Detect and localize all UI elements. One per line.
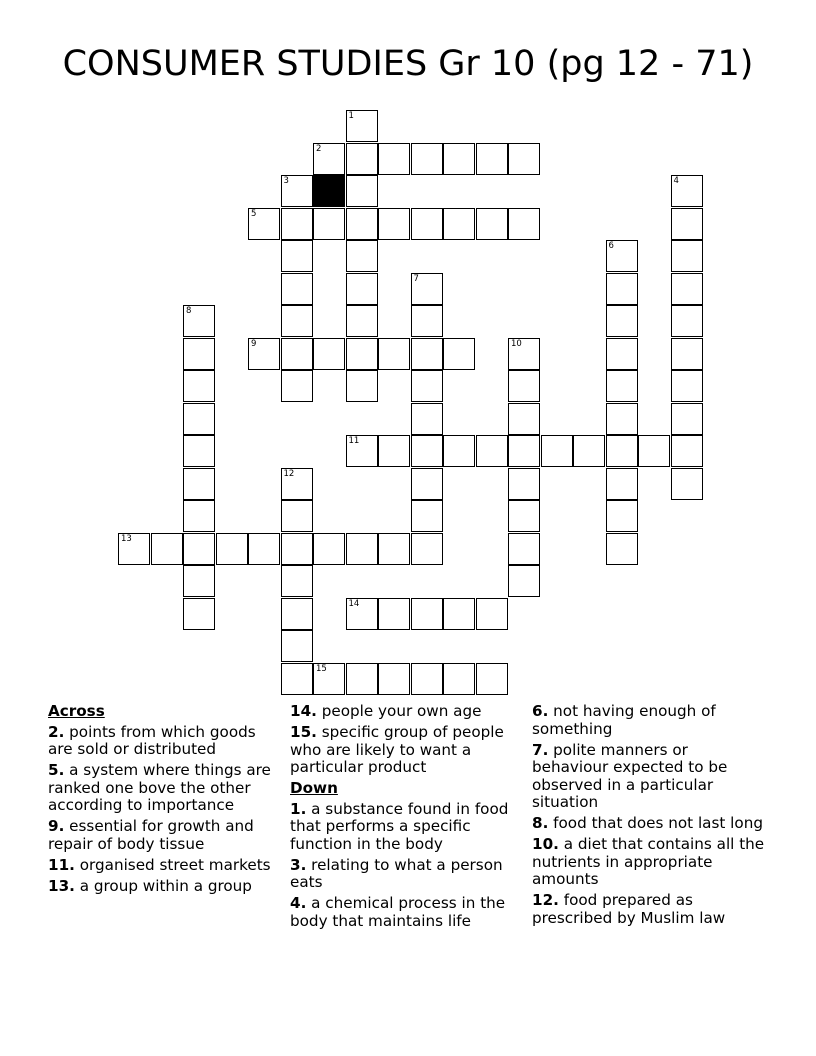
grid-cell[interactable] bbox=[476, 598, 508, 630]
clue-text: people your own age bbox=[321, 702, 482, 720]
clue-number-label: 14. bbox=[290, 702, 317, 720]
grid-cell[interactable] bbox=[281, 175, 313, 207]
grid-cell[interactable] bbox=[411, 338, 443, 370]
grid-cell[interactable] bbox=[606, 273, 638, 305]
clue-text: relating to what a person eats bbox=[290, 855, 503, 891]
clue-text: food that does not last long bbox=[553, 814, 763, 832]
grid-cell[interactable] bbox=[183, 435, 215, 467]
clue-text: a substance found in food that performs a specific function in the body bbox=[290, 799, 509, 853]
clue-number: 11 bbox=[348, 436, 360, 446]
grid-cell[interactable] bbox=[508, 143, 540, 175]
black-square bbox=[313, 175, 345, 207]
grid-cell[interactable] bbox=[411, 305, 443, 337]
grid-cell[interactable] bbox=[281, 468, 313, 500]
grid-cell[interactable] bbox=[606, 305, 638, 337]
grid-cell[interactable] bbox=[411, 598, 443, 630]
grid-cell[interactable] bbox=[508, 468, 540, 500]
clue-number: 9 bbox=[251, 338, 257, 349]
clue-text: food prepared as prescribed by Muslim law bbox=[532, 891, 726, 927]
grid-cell[interactable] bbox=[346, 240, 378, 272]
grid-cell[interactable] bbox=[346, 663, 378, 695]
clue-number-label: 8. bbox=[532, 814, 549, 832]
grid-cell[interactable] bbox=[248, 338, 280, 370]
grid-cell[interactable] bbox=[281, 208, 313, 240]
grid-cell[interactable] bbox=[378, 435, 410, 467]
grid-cell[interactable] bbox=[671, 175, 703, 207]
grid-cell[interactable] bbox=[443, 598, 475, 630]
clue-number-label: 12. bbox=[532, 891, 559, 909]
clue-number-label: 13. bbox=[48, 876, 75, 895]
clue-text: a chemical process in the body that maintains life bbox=[290, 894, 506, 930]
grid-cell[interactable] bbox=[183, 533, 215, 565]
grid-cell[interactable] bbox=[281, 273, 313, 305]
grid-cell[interactable] bbox=[671, 370, 703, 402]
clue-number: 5 bbox=[251, 208, 257, 219]
grid-cell[interactable] bbox=[183, 370, 215, 402]
grid-cell[interactable] bbox=[183, 403, 215, 435]
grid-cell[interactable] bbox=[346, 370, 378, 402]
grid-cell[interactable] bbox=[346, 143, 378, 175]
clue-number-label: 10. bbox=[532, 835, 559, 853]
clue-across bbox=[48, 818, 280, 853]
clue-down bbox=[532, 703, 768, 738]
grid-cell[interactable] bbox=[281, 598, 313, 630]
grid-cell[interactable] bbox=[606, 533, 638, 565]
grid-cell[interactable] bbox=[118, 533, 150, 565]
grid-cell[interactable] bbox=[313, 208, 345, 240]
grid-cell[interactable] bbox=[378, 533, 410, 565]
grid-cell[interactable] bbox=[476, 435, 508, 467]
grid-cell[interactable] bbox=[671, 338, 703, 370]
grid-cell[interactable] bbox=[541, 435, 573, 467]
grid-cell[interactable] bbox=[411, 435, 443, 467]
grid-cell[interactable] bbox=[443, 435, 475, 467]
clue-number-label: 1. bbox=[290, 799, 307, 818]
clue-down bbox=[290, 857, 526, 892]
grid-cell[interactable] bbox=[606, 435, 638, 467]
clue-number-label: 11. bbox=[48, 855, 75, 874]
grid-cell[interactable] bbox=[346, 533, 378, 565]
clue-text: a system where things are ranked one bove the other according to importance bbox=[48, 761, 271, 814]
grid-cell[interactable] bbox=[281, 533, 313, 565]
grid-cell[interactable] bbox=[183, 598, 215, 630]
clue-number-label: 9. bbox=[48, 817, 65, 835]
grid-cell[interactable] bbox=[183, 468, 215, 500]
clue-number: 8 bbox=[186, 306, 192, 316]
grid-cell[interactable] bbox=[281, 663, 313, 695]
grid-cell[interactable] bbox=[671, 305, 703, 337]
grid-cell[interactable] bbox=[378, 208, 410, 240]
clue-text: a diet that contains all the nutrients in appropriate amounts bbox=[532, 835, 765, 888]
clue-across bbox=[48, 878, 280, 896]
grid-cell[interactable] bbox=[508, 565, 540, 597]
clues-column-2 bbox=[290, 703, 526, 934]
grid-cell[interactable] bbox=[346, 175, 378, 207]
clue-number: 13 bbox=[121, 533, 132, 544]
clue-number: 12 bbox=[283, 468, 295, 479]
grid-cell[interactable] bbox=[508, 435, 540, 467]
grid-cell[interactable] bbox=[443, 338, 475, 370]
grid-cell[interactable] bbox=[346, 110, 378, 142]
grid-cell[interactable] bbox=[248, 208, 280, 240]
grid-cell[interactable] bbox=[281, 240, 313, 272]
page-title: CONSUMER STUDIES Gr 10 (pg 12 - 71) bbox=[62, 44, 754, 84]
grid-cell[interactable] bbox=[313, 338, 345, 370]
grid-cell[interactable] bbox=[411, 663, 443, 695]
grid-cell[interactable] bbox=[281, 500, 313, 532]
grid-cell[interactable] bbox=[508, 500, 540, 532]
grid-cell[interactable] bbox=[606, 468, 638, 500]
clue-number: 2 bbox=[316, 143, 322, 154]
grid-cell[interactable] bbox=[183, 305, 215, 337]
grid-cell[interactable] bbox=[346, 435, 378, 467]
grid-cell[interactable] bbox=[313, 143, 345, 175]
grid-cell[interactable] bbox=[346, 598, 378, 630]
clues-column-1 bbox=[48, 703, 280, 899]
grid-cell[interactable] bbox=[671, 240, 703, 272]
grid-cell[interactable] bbox=[313, 533, 345, 565]
clue-across bbox=[290, 703, 526, 721]
clue-number: 7 bbox=[413, 273, 419, 284]
clue-down bbox=[290, 895, 526, 930]
grid-cell[interactable] bbox=[508, 533, 540, 565]
across-heading: Across bbox=[48, 702, 105, 720]
grid-cell[interactable] bbox=[476, 208, 508, 240]
grid-cell[interactable] bbox=[671, 468, 703, 500]
grid-cell[interactable] bbox=[346, 305, 378, 337]
clue-text: specific group of people who are likely to want a particular product bbox=[290, 723, 504, 776]
grid-cell[interactable] bbox=[671, 273, 703, 305]
grid-cell[interactable] bbox=[671, 403, 703, 435]
grid-cell[interactable] bbox=[216, 533, 248, 565]
clue-number-label: 7. bbox=[532, 740, 549, 759]
clue-text: not having enough of something bbox=[532, 702, 716, 738]
grid-cell[interactable] bbox=[671, 208, 703, 240]
grid-cell[interactable] bbox=[183, 500, 215, 532]
clue-text: essential for growth and repair of body tissue bbox=[48, 817, 254, 853]
clue-text: polite manners or behaviour expected to be observed in a particular situation bbox=[532, 740, 728, 811]
grid-cell[interactable] bbox=[411, 533, 443, 565]
grid-cell[interactable] bbox=[508, 403, 540, 435]
clue-across bbox=[48, 762, 280, 815]
clues-column-3 bbox=[532, 703, 768, 931]
grid-cell[interactable] bbox=[281, 370, 313, 402]
grid-cell[interactable] bbox=[476, 663, 508, 695]
clue-number-label: 3. bbox=[290, 855, 307, 874]
grid-cell[interactable] bbox=[346, 208, 378, 240]
grid-cell[interactable] bbox=[183, 565, 215, 597]
clue-number: 15 bbox=[316, 663, 327, 674]
down-heading: Down bbox=[290, 779, 338, 797]
grid-cell[interactable] bbox=[411, 403, 443, 435]
grid-cell[interactable] bbox=[346, 338, 378, 370]
clue-text: a group within a group bbox=[79, 876, 252, 895]
clue-text: points from which goods are sold or distributed bbox=[48, 722, 256, 758]
clue-text: organised street markets bbox=[79, 855, 271, 874]
grid-cell[interactable] bbox=[378, 663, 410, 695]
grid-cell[interactable] bbox=[606, 240, 638, 272]
grid-cell[interactable] bbox=[281, 565, 313, 597]
clue-down bbox=[290, 801, 526, 854]
grid-cell[interactable] bbox=[476, 143, 508, 175]
grid-cell[interactable] bbox=[248, 533, 280, 565]
clue-down bbox=[532, 742, 768, 812]
grid-cell[interactable] bbox=[508, 370, 540, 402]
clue-number: 1 bbox=[348, 111, 354, 121]
clue-number: 14 bbox=[348, 598, 360, 609]
grid-cell[interactable] bbox=[606, 403, 638, 435]
grid-cell[interactable] bbox=[183, 338, 215, 370]
grid-cell[interactable] bbox=[313, 663, 345, 695]
grid-cell[interactable] bbox=[606, 500, 638, 532]
grid-cell[interactable] bbox=[281, 305, 313, 337]
clue-number-label: 2. bbox=[48, 722, 65, 741]
grid-cell[interactable] bbox=[411, 500, 443, 532]
grid-cell[interactable] bbox=[378, 338, 410, 370]
grid-cell[interactable] bbox=[638, 435, 670, 467]
clue-across bbox=[48, 724, 280, 759]
grid-cell[interactable] bbox=[508, 208, 540, 240]
grid-cell[interactable] bbox=[151, 533, 183, 565]
grid-cell[interactable] bbox=[411, 208, 443, 240]
clue-number-label: 15. bbox=[290, 723, 317, 741]
grid-cell[interactable] bbox=[411, 273, 443, 305]
clue-down bbox=[532, 892, 768, 927]
clue-down bbox=[532, 836, 768, 889]
grid-cell[interactable] bbox=[573, 435, 605, 467]
clue-number: 3 bbox=[283, 176, 289, 186]
grid-cell[interactable] bbox=[508, 338, 540, 370]
clue-number-label: 5. bbox=[48, 761, 65, 779]
grid-cell[interactable] bbox=[411, 468, 443, 500]
grid-cell[interactable] bbox=[671, 435, 703, 467]
grid-cell[interactable] bbox=[606, 338, 638, 370]
grid-cell[interactable] bbox=[443, 208, 475, 240]
grid-cell[interactable] bbox=[378, 143, 410, 175]
grid-cell[interactable] bbox=[378, 598, 410, 630]
clue-number: 6 bbox=[608, 241, 614, 251]
clue-number: 10 bbox=[511, 338, 522, 349]
clue-across bbox=[290, 724, 526, 777]
grid-cell[interactable] bbox=[281, 630, 313, 662]
grid-cell[interactable] bbox=[281, 338, 313, 370]
clue-number-label: 6. bbox=[532, 702, 549, 720]
grid-cell[interactable] bbox=[443, 663, 475, 695]
clue-number: 4 bbox=[673, 176, 679, 186]
clue-down bbox=[532, 815, 768, 833]
grid-cell[interactable] bbox=[411, 370, 443, 402]
grid-cell[interactable] bbox=[606, 370, 638, 402]
clue-across bbox=[48, 857, 280, 875]
clue-number-label: 4. bbox=[290, 894, 307, 912]
grid-cell[interactable] bbox=[411, 143, 443, 175]
grid-cell[interactable] bbox=[346, 273, 378, 305]
grid-cell[interactable] bbox=[443, 143, 475, 175]
